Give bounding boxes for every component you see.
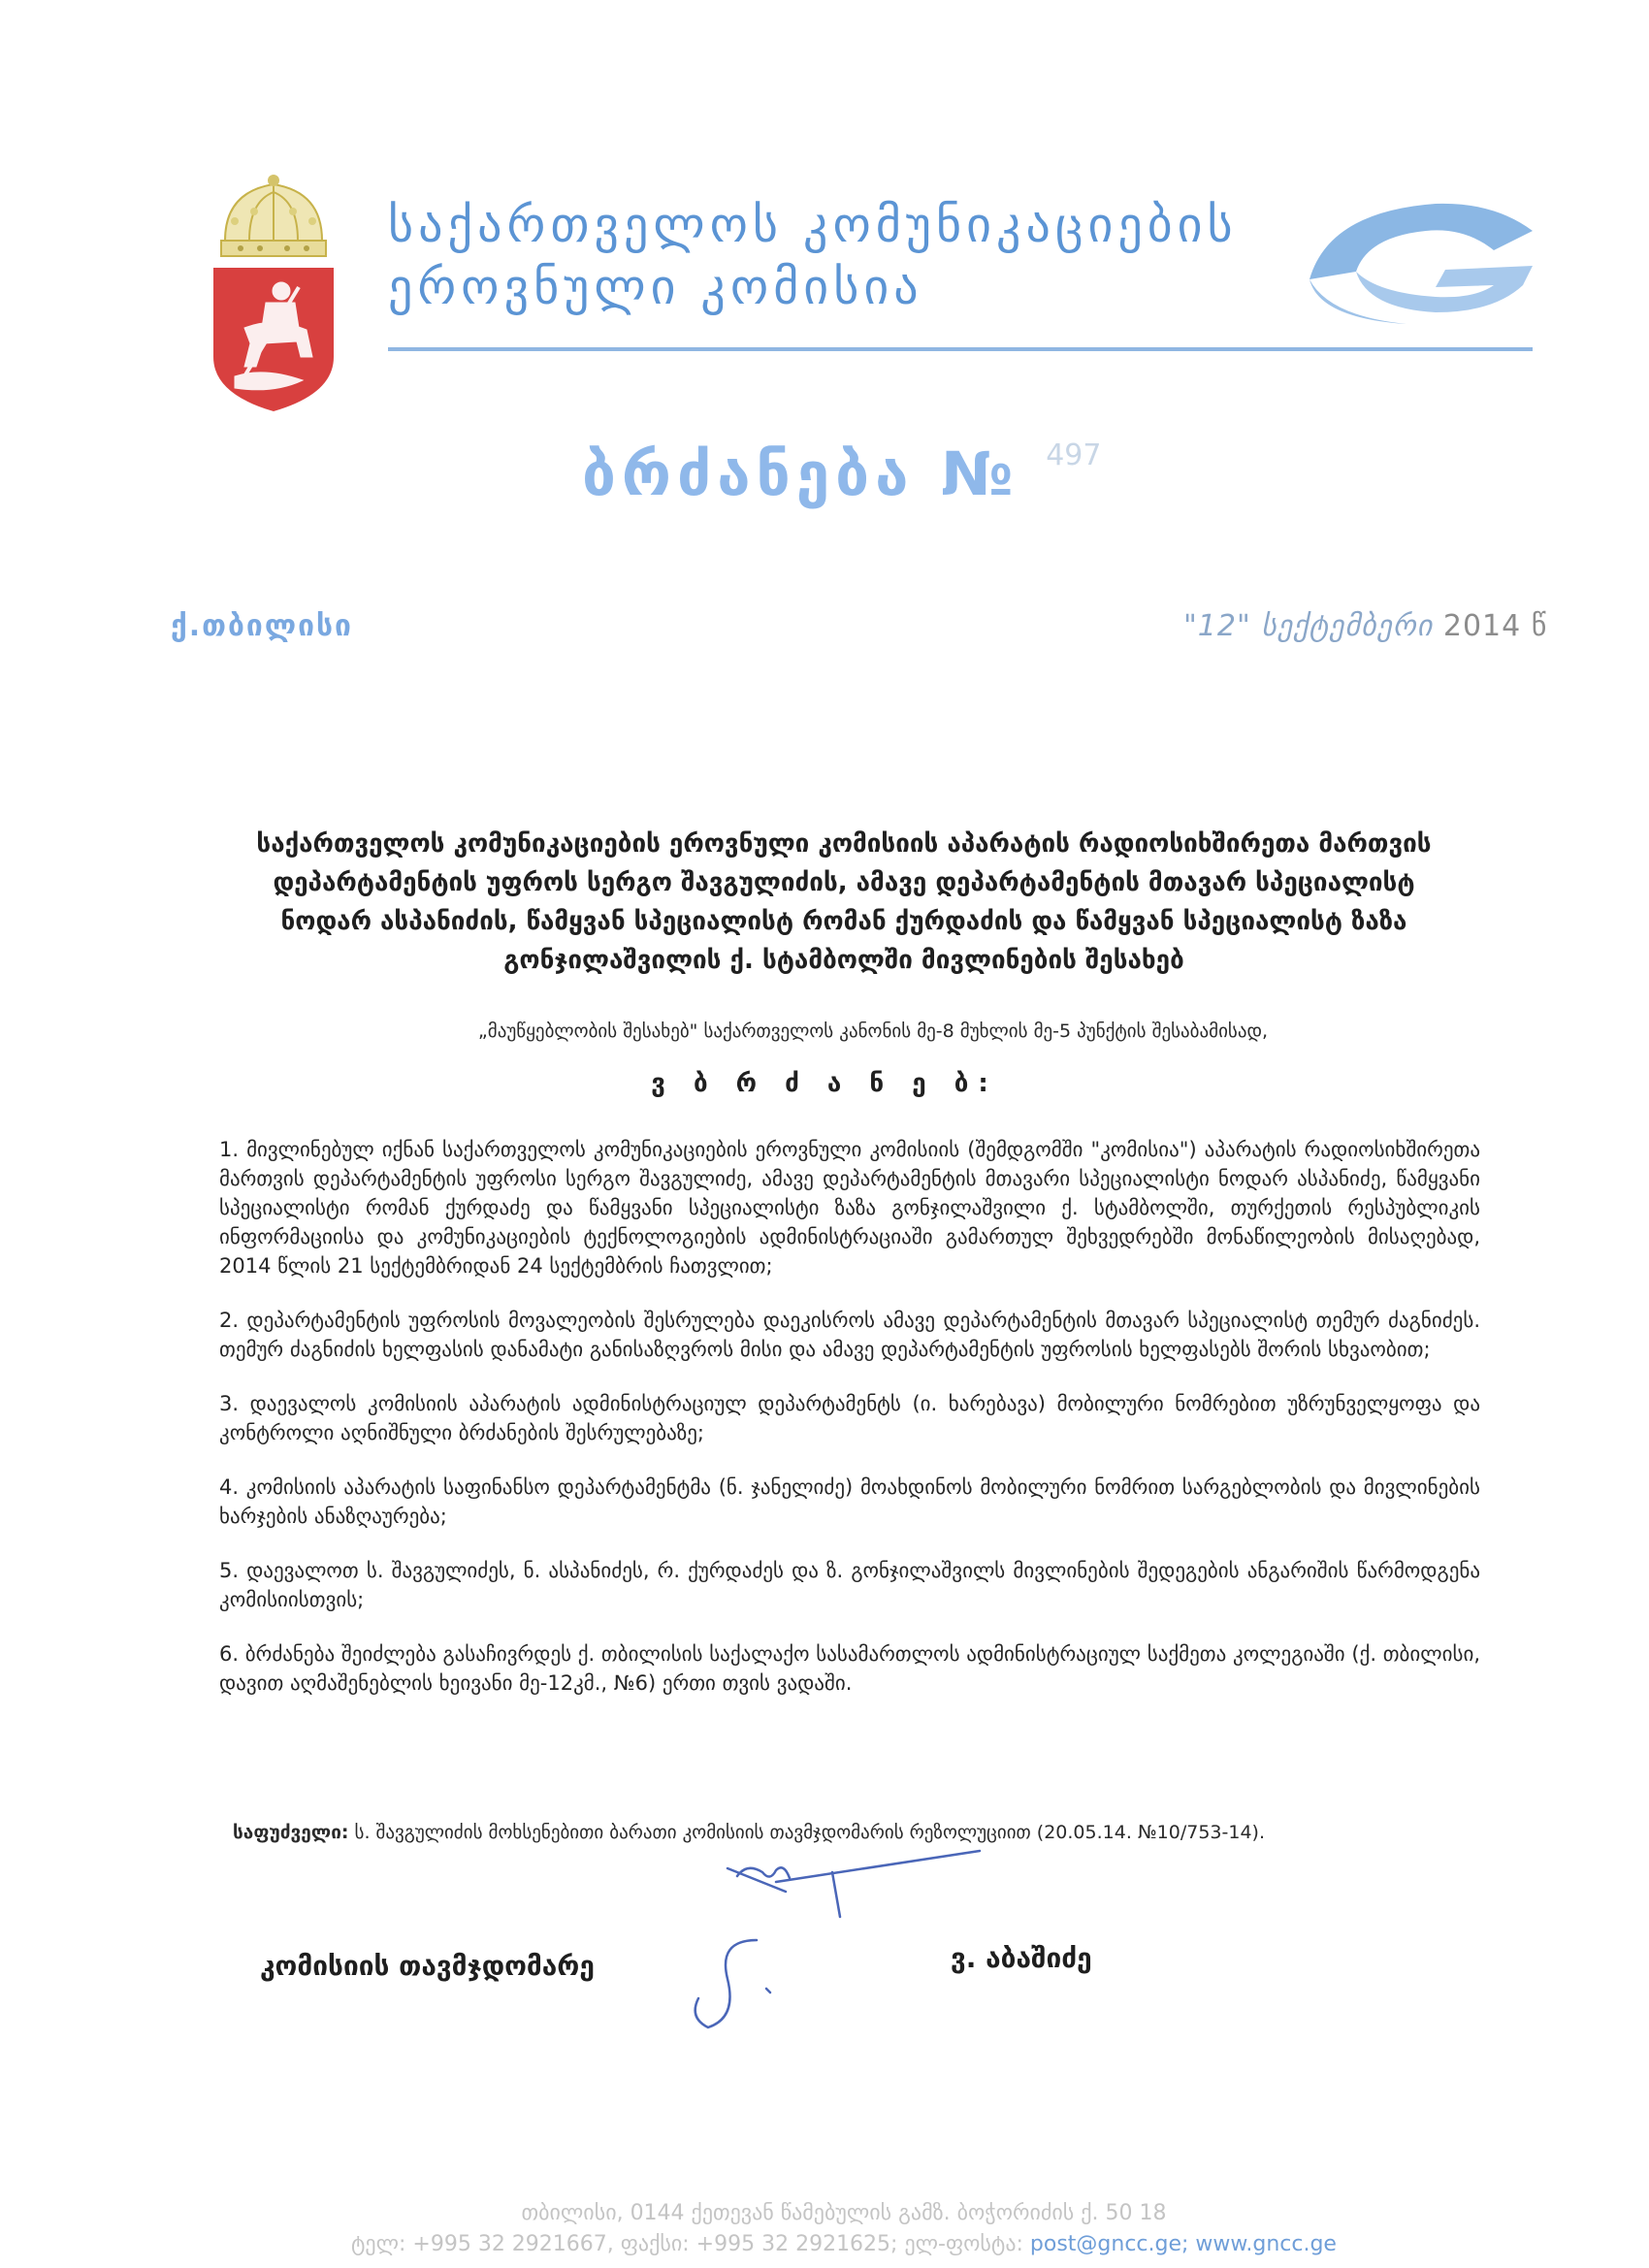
signatory-name: ვ. აბაშიძე: [951, 1942, 1092, 1974]
header-divider: [388, 347, 1533, 351]
order-date-handwritten: "12" სექტემბერი: [1183, 609, 1434, 643]
document-title-line: ნოდარ ასპანიძის, წამყვან სპეციალისტ რომან ქურდაძის და წამყვან სპეციალისტ ზაზა: [280, 907, 1407, 936]
footer-website-link[interactable]: www.gncc.ge: [1195, 2232, 1337, 2256]
ordains-heading: ვ ბ რ ძ ა ნ ე ბ:: [651, 1069, 998, 1098]
document-title-line: გონჯილაშვილის ქ. სტამბოლში მივლინების შესახებ: [503, 946, 1184, 975]
coat-of-arms-icon: [206, 173, 341, 413]
order-item: 1. მივლინებულ იქნან საქართველოს კომუნიკაციების ეროვნული კომისიის (შემდგომში "კომისია") აპარატის რადიოსიხშირეთა მართვის დეპარტამენტის უფროსი სერგო შავგულიძე, ამავე დეპარტამენტის მთავარი სპეციალისტი ნოდარ ასპანიძე, წამყვანი სპეციალისტი რომან ქურდაძე და წამყვანი სპეციალისტი ზაზა გონჯილაშვილი ქ. სტამბოლში, თურქეთის რესპუბლიკის ინფორმაციისა და კომუნიკაციების ტექნოლოგიების ადმინისტრაციაში გამართულ შეხვედრებში მონაწილეობის მისაღებად, 2014 წლის 21 სექტემბრიდან 24 სექტემბრის ჩათვლით;: [219, 1138, 1480, 1278]
footer-address: თბილისი, 0144 ქეთევან წამებულის გამზ. ბოჭორიძის ქ. 50 18: [521, 2201, 1167, 2225]
order-items: [219, 1135, 1480, 1723]
basis-text: ს. შავგულიძის მოხსენებითი ბარათი კომისიის თავმჯდომარის რეზოლუციით (20.05.14. №10/753-14).: [348, 1822, 1265, 1843]
order-item: 4. კომისიის აპარატის საფინანსო დეპარტამენტმა (ნ. ჯანელიძე) მოახდინოს მობილური ნომრით სარგებლობის და მივლინების ხარჯების ანაზღაურება;: [219, 1475, 1480, 1528]
document-title: [213, 825, 1474, 980]
order-date: [1183, 609, 1547, 643]
document-title-line: დეპარტამენტის უფროს სერგო შავგულიძის, ამავე დეპარტამენტის მთავარ სპეციალისტ: [273, 868, 1415, 897]
order-item: 3. დაევალოს კომისიის აპარატის ადმინისტრაციულ დეპარტამენტს (ი. ხარებავა) მობილური ნომრებით უზრუნველყოფა და კონტროლი აღნიშნული ბრძანების შესრულებაზე;: [219, 1392, 1480, 1444]
footer-phone-fax: ტელ: +995 32 2921667, ფაქსი: +995 32 2921625; ელ-ფოსტა:: [351, 2232, 1030, 2256]
organization-name-line1: საქართველოს კომუნიკაციების: [388, 197, 1238, 253]
footer: [291, 2198, 1397, 2260]
organization-name: [388, 194, 1261, 318]
city: ქ.თბილისი: [171, 609, 353, 643]
gncc-logo-icon: [1300, 192, 1542, 328]
preamble: „მაუწყებლობის შესახებ" საქართველოს კანონის მე-8 მუხლის მე-5 პუნქტის შესაბამისად,: [477, 1021, 1269, 1042]
organization-name-line2: ეროვნული კომისია: [388, 259, 923, 315]
basis-note: [233, 1822, 1494, 1843]
footer-contacts: [291, 2229, 1397, 2260]
signatory-role: კომისიის თავმჯდომარე: [260, 1950, 595, 1982]
order-title: [582, 438, 1261, 509]
order-date-year: 2014 წ: [1442, 609, 1548, 643]
document-title-line: საქართველოს კომუნიკაციების ეროვნული კომისიის აპარატის რადიოსიხშირეთა მართვის: [256, 829, 1432, 859]
handwritten-signature-icon: [669, 1843, 1038, 2037]
order-item: 5. დაევალოთ ს. შავგულიძეს, ნ. ასპანიძეს, რ. ქურდაძეს და ზ. გონჯილაშვილს მივლინების შედეგების ანგარიშის წარმოდგენა კომისიისთვის;: [219, 1559, 1480, 1611]
order-item: 6. ბრძანება შეიძლება გასაჩივრდეს ქ. თბილისის საქალაქო სასამართლოს ადმინისტრაციულ საქმეთა კოლეგიაში (ქ. თბილისი, დავით აღმაშენებლის ხეივანი მე-12კმ., №6) ერთი თვის ვადაში.: [219, 1642, 1480, 1695]
footer-separator: ;: [1181, 2232, 1196, 2256]
basis-label: საფუძველი:: [233, 1822, 349, 1843]
order-item: 2. დეპარტამენტის უფროსის მოვალეობის შესრულება დაეკისროს ამავე დეპარტამენტის მთავარ სპეციალისტ თემურ ძაგნიძეს. თემურ ძაგნიძის ხელფასის დანამატი განისაზღვროს მისი და ამავე დეპარტამენტის უფროსის ხელფასებს შორის სხვაობით;: [219, 1309, 1480, 1361]
order-title-label: ბრძანება №: [582, 438, 1019, 509]
order-number: 497: [1046, 438, 1102, 472]
footer-email-link[interactable]: post@gncc.ge: [1029, 2232, 1182, 2256]
